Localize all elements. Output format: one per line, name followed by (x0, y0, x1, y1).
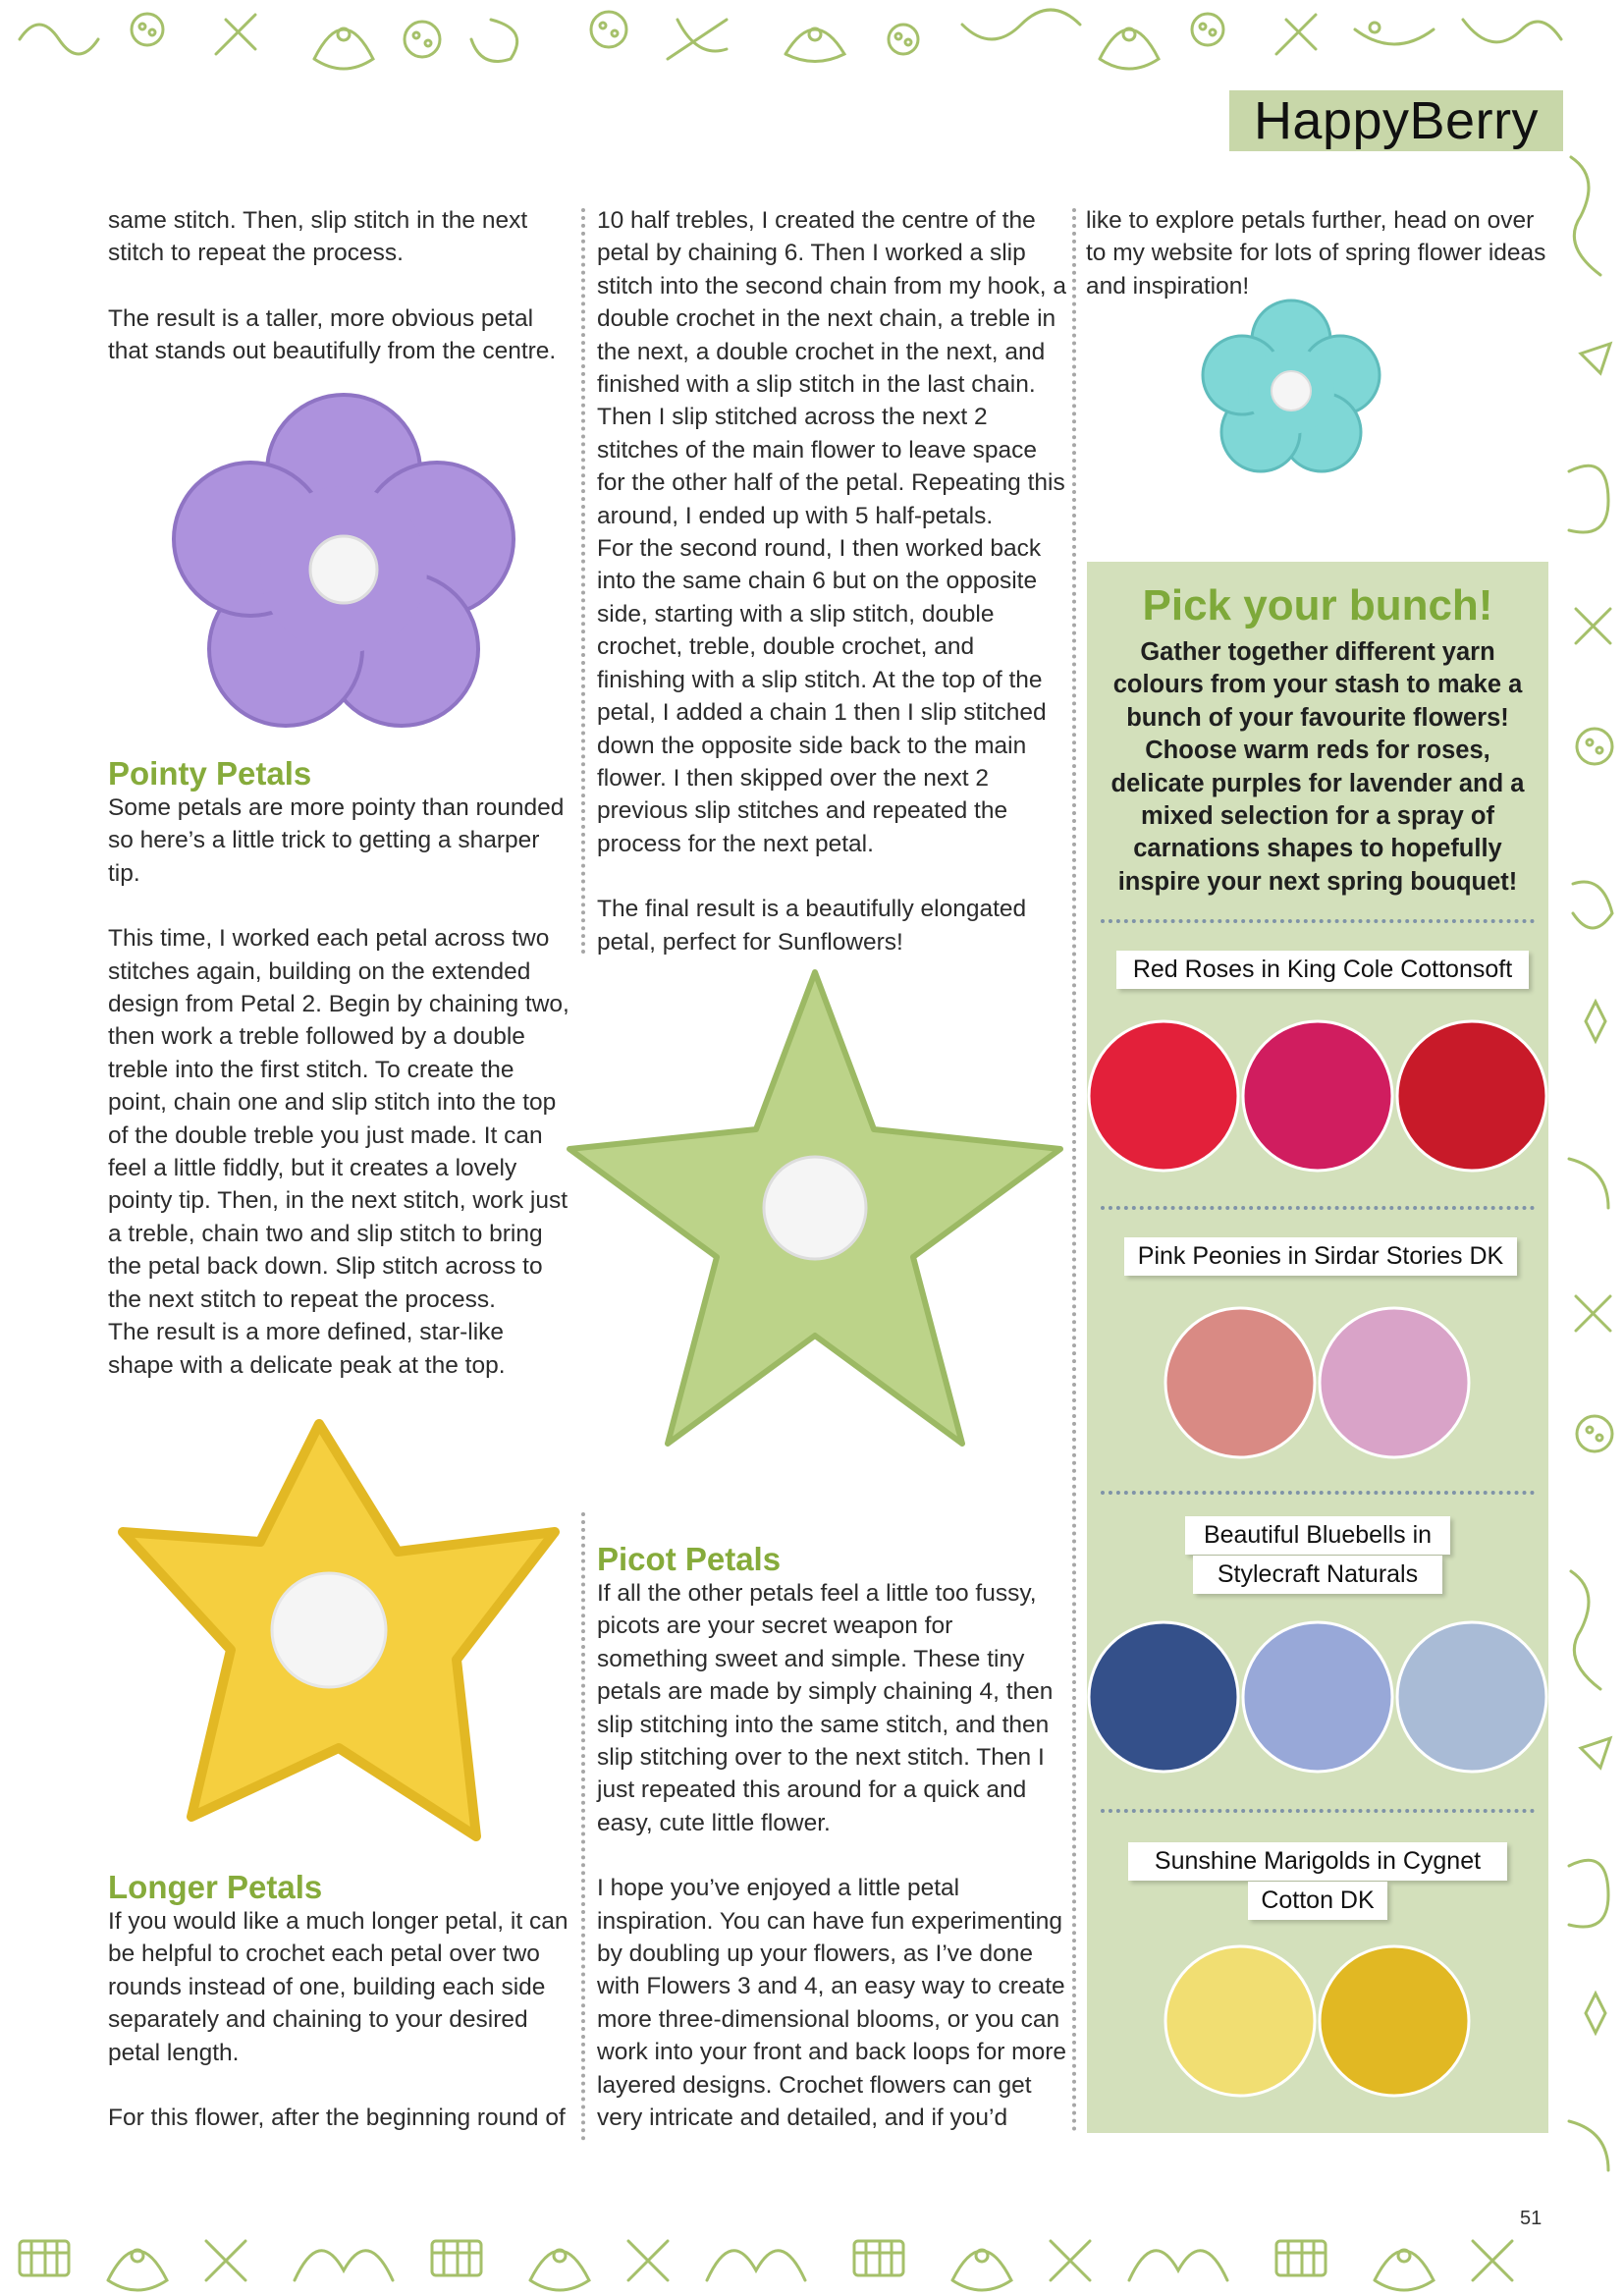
doodle-border-right (1561, 59, 1624, 2219)
bluebells-yarn-swatches (1087, 1618, 1548, 1776)
yarn-label-bluebells-line2: Stylecraft Naturals (1193, 1556, 1442, 1594)
yarn-ball (1243, 1622, 1392, 1772)
sidebar-title: Pick your bunch! (1142, 581, 1493, 629)
column-one-pointy (108, 756, 569, 1382)
paragraph: This time, I worked each petal across two stitches again, building on the extended design from Petal 2. Begin by chaining two, then work a treble followed by a double treble into the first stitch. To create the point, chain one and slip stitch into the top of the double treble you just made. It can feel a little fiddly, but it creates a lovely pointy tip. Then, in the next stitch, work just a treble, chain two and slip stitch to bring the petal back down. Slip stitch across to the next stitch to repeat the process. (108, 925, 569, 1313)
yarn-ball (1165, 1308, 1315, 1457)
longer-petals-heading: Longer Petals (108, 1869, 323, 1905)
brand-logo: HappyBerry (1229, 90, 1563, 151)
turquoise-crochet-flower (1193, 293, 1389, 489)
yarn-label-red-roses: Red Roses in King Cole Cottonsoft (1116, 951, 1529, 989)
flower-centre (310, 536, 377, 603)
yarn-ball (1397, 1622, 1546, 1772)
sidebar-divider (1101, 1809, 1535, 1813)
pointy-petals-heading: Pointy Petals (108, 755, 312, 792)
sidebar-divider (1101, 1206, 1535, 1210)
yarn-ball (1320, 1308, 1469, 1457)
column-divider-left (581, 208, 585, 955)
purple-crochet-flower (167, 388, 520, 751)
yarn-label-marigolds-line2: Cotton DK (1248, 1882, 1387, 1920)
green-star-crochet-flower (540, 962, 1090, 1473)
paragraph: same stitch. Then, slip stitch in the next stitch to repeat the process. (108, 207, 528, 267)
yarn-label-marigolds: Sunshine Marigolds in Cygnet (1128, 1842, 1507, 1881)
sidebar-body: Gather together different yarn colours from your stash to make a bunch of your favourite flowers! Choose warm reds for roses, delicate purples for lavender and a mixed selection for a spray of carnations shapes to hopefully inspire your next spring bouquet! (1110, 638, 1525, 896)
page-number: 51 (1520, 2208, 1543, 2229)
paragraph: For the second round, I then worked back into the same chain 6 but on the opposite side, starting with a slip stitch, double crochet, treble, double crochet, and finishing with a slip stitch. At the top of the petal, I added a chain 1 then I slip stitched down the opposite side back to the main flower. I then skipped over the next 2 previous slip stitches and repeated the process for the next petal. (597, 535, 1047, 857)
yarn-label-bluebells: Beautiful Bluebells in (1185, 1516, 1450, 1555)
yarn-ball (1397, 1021, 1546, 1171)
marigolds-yarn-swatches (1087, 1942, 1548, 2100)
column-one-top (108, 204, 569, 368)
yellow-crochet-flower (108, 1419, 569, 1861)
pink-peonies-yarn-swatches (1087, 1304, 1548, 1461)
doodle-border-top (0, 0, 1624, 79)
picot-petals-heading: Picot Petals (597, 1541, 782, 1577)
paragraph: For this flower, after the beginning round of (108, 2105, 566, 2132)
column-divider-left-lower (581, 1512, 585, 2141)
paragraph: If all the other petals feel a little too fussy, picots are your secret weapon for something sweet and simple. These tiny petals are made by simply chaining 4, then slip stitching into the same stitch, and then slip stitching over to the next stitch. Then I just repeated this around for a quick and easy, cute little flower. (597, 1580, 1054, 1836)
column-two-picot (597, 1542, 1068, 2135)
yarn-label-pink-peonies: Pink Peonies in Sirdar Stories DK (1124, 1237, 1517, 1276)
paragraph: The result is a taller, more obvious petal that stands out beautifully from the centre. (108, 304, 557, 365)
yarn-ball (1165, 1946, 1315, 2096)
pick-your-bunch-sidebar (1087, 562, 1548, 2133)
paragraph: 10 half trebles, I created the centre of the petal by chaining 6. Then I worked a slip stitch into the second chain from my hook, a double crochet in the next chain, a treble in the next, a double crochet in the next, and finished with a slip stitch in the last chain. Then I slip stitched across the next 2 stitches of the main flower to leave space for the other half of the petal. Repeating this around, I ended up with 5 half-petals. (597, 207, 1066, 529)
yarn-ball (1243, 1021, 1392, 1171)
yarn-ball (1089, 1622, 1238, 1772)
red-roses-yarn-swatches (1087, 1017, 1548, 1175)
flower-centre (764, 1157, 866, 1259)
doodle-border-bottom (0, 2212, 1624, 2296)
paragraph: If you would like a much longer petal, it can be helpful to crochet each petal over two rounds instead of one, building each side separately and chaining to your desired petal length. (108, 1908, 568, 2066)
column-three-top (1086, 204, 1557, 302)
flower-centre (1272, 371, 1311, 410)
yarn-ball (1320, 1946, 1469, 2096)
yarn-ball (1089, 1021, 1238, 1171)
paragraph: I hope you’ve enjoyed a little petal inspiration. You can have fun experimenting by doubling up your flowers, as I’ve done with Flowers 3 and 4, an easy way to create more three-dimensional blooms, or you can work into your front and back loops for more layered designs. Crochet flowers can get very intricate and detailed, and if you’d (597, 1875, 1066, 2132)
sidebar-divider (1101, 919, 1535, 923)
column-one-longer (108, 1870, 569, 2134)
paragraph: Some petals are more pointy than rounded so here’s a little trick to getting a sharper tip. (108, 794, 565, 887)
sidebar-divider (1101, 1491, 1535, 1495)
column-two-top (597, 204, 1068, 958)
paragraph: like to explore petals further, head on over to my website for lots of spring flower ideas and inspiration! (1086, 207, 1546, 300)
paragraph: The result is a more defined, star-like shape with a delicate peak at the top. (108, 1319, 506, 1379)
flower-centre (272, 1573, 386, 1687)
paragraph: The final result is a beautifully elongated petal, perfect for Sunflowers! (597, 896, 1027, 956)
